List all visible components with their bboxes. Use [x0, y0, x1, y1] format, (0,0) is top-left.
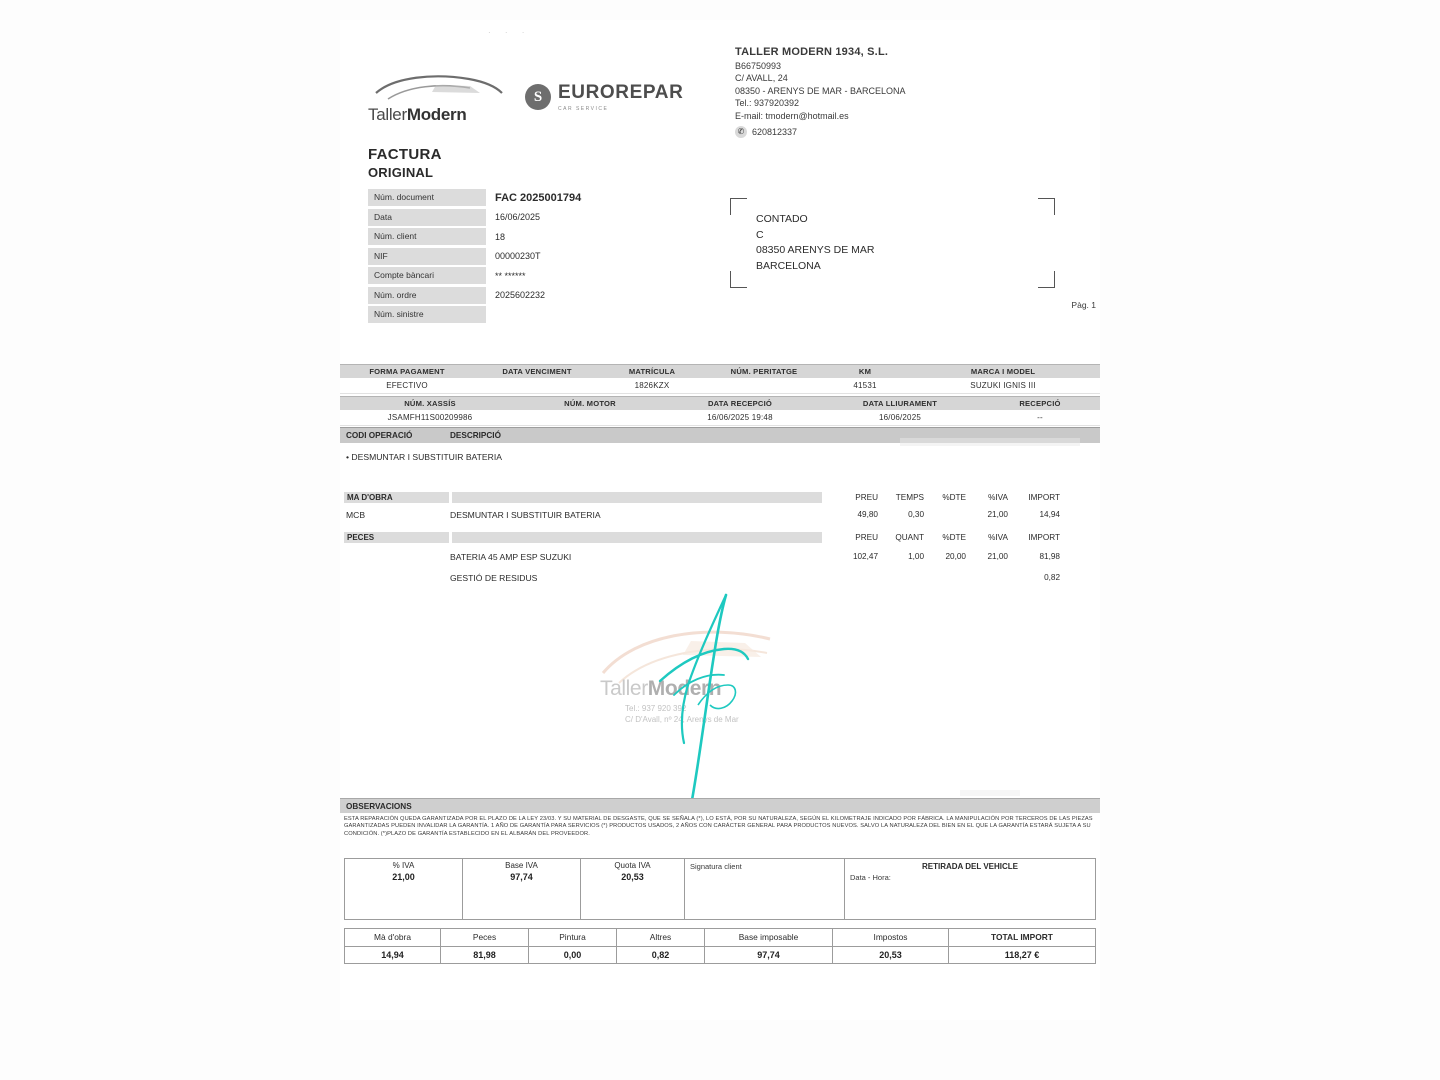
watermark-phone: Tel.: 937 920 392 — [625, 704, 687, 713]
meta-value: ** ****** — [495, 270, 526, 281]
company-phone: Tel.: 937920392 — [735, 98, 800, 109]
table-row — [340, 378, 1100, 394]
meta-value: 2025602232 — [495, 290, 546, 301]
total-others-header: Altres — [617, 929, 704, 947]
iva-base-value: 97,74 — [510, 872, 533, 882]
part-dte — [924, 573, 966, 582]
client-address-box — [730, 198, 1055, 288]
total-parts-header: Peces — [441, 929, 528, 947]
col-header-km: KM — [858, 367, 872, 376]
grand-total-column — [949, 929, 1095, 963]
col-header-data-lliurament: DATA LLIURAMENT — [862, 399, 938, 408]
labour-description: DESMUNTAR I SUBSTITUIR BATERIA — [450, 510, 601, 520]
cell-km: 41531 — [853, 381, 877, 390]
corner-mark — [730, 198, 747, 215]
part-quant — [878, 573, 924, 582]
eurorepar-emblem-icon: S — [525, 84, 551, 110]
page-number: Pàg. 1 — [1071, 300, 1096, 310]
cell-forma-pagament: EFECTIVO — [386, 381, 428, 390]
iva-summary-box — [344, 858, 1096, 920]
operation-title: • DESMUNTAR I SUBSTITUIR BATERIA — [346, 452, 502, 462]
meta-row — [368, 305, 658, 325]
watermark-address: C/ D'Avall, nº 24, Arenys de Mar — [625, 715, 739, 724]
company-vat: B66750993 — [735, 60, 782, 71]
meta-value: 18 — [495, 231, 506, 242]
total-parts-value: 81,98 — [473, 950, 496, 960]
logo-word-light: Taller — [368, 105, 407, 124]
grand-total-header: TOTAL IMPORT — [949, 929, 1095, 947]
taxable-base-header: Base imposable — [705, 929, 832, 947]
pickup-title: RETIRADA DEL VEHICLE — [921, 862, 1018, 871]
part-values — [820, 552, 1060, 561]
parts-section-label: PECES — [347, 533, 375, 542]
client-signature-field[interactable] — [685, 859, 845, 919]
page-subtitle: ORIGINAL — [368, 165, 434, 180]
observations-header-band — [340, 798, 1100, 813]
parts-section-band-ext — [452, 532, 822, 543]
part-iva — [966, 573, 1008, 582]
total-labour-header: Mà d'obra — [345, 929, 440, 947]
table-row — [340, 410, 1100, 426]
meta-label: Núm. ordre — [368, 287, 486, 304]
meta-row — [368, 286, 658, 306]
labour-preu: 49,80 — [857, 510, 878, 519]
company-mobile: 620812337 — [752, 126, 798, 137]
col-header-marca-model: MARCA I MODEL — [970, 367, 1036, 376]
table-header-row — [340, 396, 1100, 410]
watermark-word-bold: Modern — [647, 677, 722, 700]
total-paint-column — [529, 929, 617, 963]
company-mobile-row — [735, 126, 906, 139]
company-city: 08350 - ARENYS DE MAR - BARCELONA — [735, 85, 906, 96]
iva-rate-value: 21,00 — [392, 872, 415, 882]
taxes-column — [833, 929, 949, 963]
company-email: E-mail: tmodern@hotmail.es — [735, 110, 849, 121]
part-import: 0,82 — [1044, 573, 1060, 582]
labour-values — [820, 510, 1060, 519]
meta-row — [368, 188, 658, 208]
company-street: C/ AVALL, 24 — [735, 73, 788, 84]
meta-label: Compte bàncari — [368, 267, 486, 284]
company-name: TALLER MODERN 1934, S.L. — [735, 46, 889, 58]
col-header-data-venciment: DATA VENCIMENT — [502, 367, 572, 376]
part-iva: 21,00 — [987, 552, 1008, 561]
labour-section-label: MA D'OBRA — [347, 493, 393, 502]
labour-column-headers — [820, 493, 1060, 502]
cell-data-recepcio: 16/06/2025 19:48 — [707, 413, 773, 422]
iva-rate-header: % IVA — [392, 861, 415, 870]
invoice-meta-table — [368, 188, 658, 325]
client-address-lines — [756, 212, 874, 274]
col-header-dte: %DTE — [942, 533, 966, 542]
client-province: BARCELONA — [756, 259, 821, 272]
meta-value: 16/06/2025 — [495, 212, 541, 223]
total-labour-value: 14,94 — [381, 950, 404, 960]
taxes-value: 20,53 — [879, 950, 902, 960]
pickup-datetime-label: Data - Hora: — [850, 873, 891, 882]
scan-smudge — [900, 438, 1080, 446]
cell-recepcio: -- — [1037, 413, 1043, 422]
labour-section-band-ext — [452, 492, 822, 503]
meta-label: Núm. document — [368, 189, 486, 206]
cell-matricula: 1826KZX — [634, 381, 670, 390]
col-header-num-xassis: NÚM. XASSÍS — [404, 399, 456, 408]
eurorepar-logo — [525, 82, 683, 112]
corner-mark — [1038, 271, 1055, 288]
col-header-data-recepcio: DATA RECEPCIÓ — [707, 399, 773, 408]
cell-num-xassis: JSAMFH11S00209986 — [387, 413, 473, 422]
company-details — [735, 46, 906, 138]
watermark-word-light: Taller — [600, 677, 648, 700]
scan-artifact-marks: · · · — [488, 28, 531, 37]
col-header-dte: %DTE — [942, 493, 966, 502]
watermark-contact — [625, 703, 739, 725]
taxes-header: Impostos — [833, 929, 948, 947]
payment-vehicle-table — [340, 364, 1100, 394]
col-header-preu: PREU — [855, 493, 878, 502]
meta-row — [368, 266, 658, 286]
cell-marca-model: SUZUKI IGNIS III — [970, 381, 1036, 390]
grand-total-value: 118,27 € — [1004, 950, 1040, 960]
iva-quota-column — [581, 859, 685, 919]
meta-label: Núm. sinistre — [368, 306, 486, 323]
col-header-quant: QUANT — [895, 533, 924, 542]
taller-modern-logo — [368, 65, 513, 135]
col-header-recepcio: RECEPCIÓ — [1019, 399, 1061, 408]
eurorepar-tagline: CAR SERVICE — [558, 106, 609, 112]
part-dte: 20,00 — [945, 552, 966, 561]
part-quant: 1,00 — [908, 552, 924, 561]
meta-value: 00000230T — [495, 251, 541, 262]
total-parts-column — [441, 929, 529, 963]
labour-temps: 0,30 — [908, 510, 924, 519]
col-header-codi-operacio: CODI OPERACIÓ — [346, 431, 413, 440]
logo-wordmark — [368, 105, 466, 125]
client-name: CONTADO — [756, 213, 808, 225]
phone-icon: ✆ — [735, 126, 747, 138]
meta-value: FAC 2025001794 — [495, 191, 582, 204]
labour-import: 14,94 — [1039, 510, 1060, 519]
col-header-matricula: MATRÍCULA — [628, 367, 676, 376]
total-others-value: 0,82 — [651, 950, 670, 960]
part-description: BATERIA 45 AMP ESP SUZUKI — [450, 552, 572, 562]
col-header-temps: TEMPS — [895, 493, 924, 502]
iva-rate-column — [345, 859, 463, 919]
iva-quota-value: 20,53 — [621, 872, 644, 882]
labour-dte — [924, 510, 966, 519]
col-header-num-motor: NÚM. MOTOR — [564, 399, 616, 408]
car-swoosh-icon — [374, 73, 504, 103]
handwritten-signature — [640, 585, 770, 805]
total-paint-header: Pintura — [529, 929, 616, 947]
taxable-base-value: 97,74 — [757, 950, 780, 960]
total-paint-value: 0,00 — [563, 950, 582, 960]
meta-label: Núm. client — [368, 228, 486, 245]
total-others-column — [617, 929, 705, 963]
meta-row — [368, 247, 658, 267]
total-labour-column — [345, 929, 441, 963]
meta-label: Data — [368, 209, 486, 226]
part-values — [820, 573, 1060, 582]
corner-mark — [1038, 198, 1055, 215]
vehicle-pickup-field[interactable] — [845, 859, 1095, 919]
logo-word-bold: Modern — [406, 105, 467, 124]
corner-mark — [730, 271, 747, 288]
col-header-preu: PREU — [855, 533, 878, 542]
labour-code: MCB — [346, 510, 366, 520]
chassis-dates-table — [340, 396, 1100, 426]
watermark-wordmark — [600, 677, 721, 701]
observations-text: ESTA REPARACIÓN QUEDA GARANTIZADA POR EL PLAZO DE LA LEY 23/03. Y SU MATERIAL DE DESGASTE, QUE SE SEÑALA (*), LO ESTÁ, POR SU NATURALEZA, SEGÚN EL KILOMETRAJE INDICADO POR FÁBRICA. LA MANIPULACIÓN POR TERCEROS DE LAS PIEZAS GARANTIZADAS PUEDEN INVALIDAR LA GARANTÍA. 1 AÑO DE GARANTÍA PARA SERVICIOS (*) PRODUCTOS USADOS, 2 AÑOS CON CARÁCTER GENERAL PARA PRODUCTOS NUEVOS. SALVO LA NATURALEZA DEL BIEN EN EL QUE LA GARANTÍA ESTARÁ SUJETA A SU CONDICIÓN. (*)PLAZO DE GARANTÍA ESTABLECIDO EN EL ALBARÁN DEL PROVEEDOR. — [344, 816, 1093, 837]
part-import: 81,98 — [1039, 552, 1060, 561]
parts-column-headers — [820, 533, 1060, 542]
col-header-num-peritatge: NÚM. PERITATGE — [730, 367, 798, 376]
col-header-iva: %IVA — [988, 493, 1008, 502]
client-city: 08350 ARENYS DE MAR — [756, 244, 875, 256]
cell-data-lliurament: 16/06/2025 — [878, 413, 922, 422]
labour-iva: 21,00 — [987, 510, 1008, 519]
table-header-row — [340, 364, 1100, 378]
part-description: GESTIÓ DE RESIDUS — [450, 573, 538, 583]
part-preu — [820, 573, 878, 582]
client-signature-label: Signatura client — [690, 862, 742, 871]
meta-row — [368, 227, 658, 247]
col-header-forma-pagament: FORMA PAGAMENT — [369, 367, 445, 376]
page-title: FACTURA — [368, 146, 442, 163]
col-header-import: IMPORT — [1028, 533, 1060, 542]
part-preu: 102,47 — [852, 552, 878, 561]
meta-label: NIF — [368, 248, 486, 265]
totals-table — [344, 928, 1096, 964]
col-header-iva: %IVA — [988, 533, 1008, 542]
eurorepar-name: EUROREPAR — [558, 82, 684, 103]
col-header-descripcio: DESCRIPCIÓ — [450, 431, 501, 440]
observations-title: OBSERVACIONS — [346, 802, 412, 811]
client-street: C — [756, 228, 764, 241]
iva-base-column — [463, 859, 581, 919]
iva-quota-header: Quota IVA — [614, 861, 651, 870]
watermark-swoosh-icon — [595, 595, 825, 745]
taxable-base-column — [705, 929, 833, 963]
scanned-invoice — [340, 20, 1100, 1020]
stamp-watermark — [595, 595, 825, 745]
scan-smudge — [960, 790, 1020, 796]
iva-base-header: Base IVA — [505, 861, 538, 870]
meta-row — [368, 208, 658, 228]
col-header-import: IMPORT — [1028, 493, 1060, 502]
